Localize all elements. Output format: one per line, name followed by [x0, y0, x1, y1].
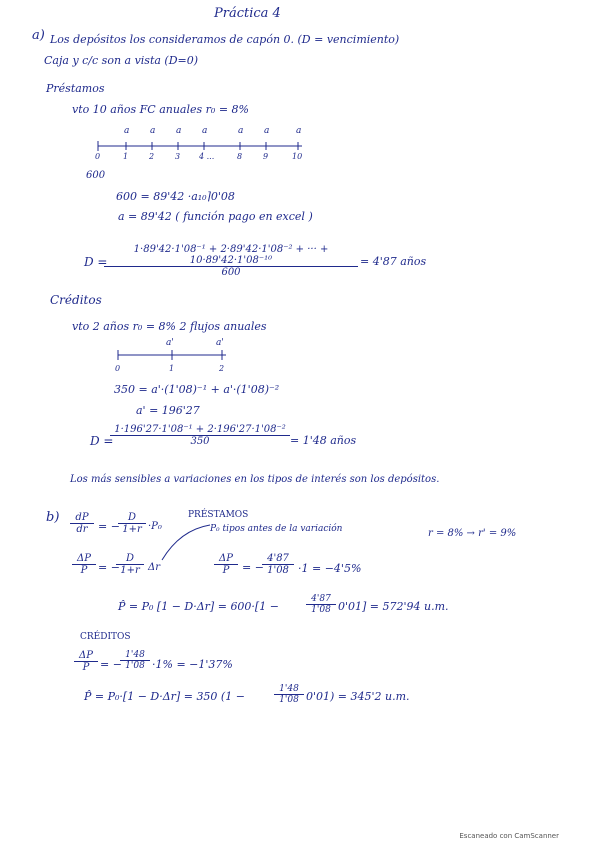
b-eq1-lhs-den: dr	[76, 524, 88, 535]
loan-eq1: 600 = 89'42 ·a₁₀⌉0'08	[116, 190, 235, 203]
b-eq3-mid: = −	[242, 561, 264, 574]
loan-duration-fraction	[104, 244, 358, 278]
b-eq5-lhs-num: ΔP	[74, 650, 98, 662]
b-eq6-frac-num: 1'48	[274, 684, 304, 695]
b-eq5-frac-num: 1'48	[120, 650, 150, 661]
section-a-label: a)	[32, 28, 45, 43]
b-eq4-tail: 0'01] = 572'94 u.m.	[338, 600, 449, 613]
loan-flow-label: a	[176, 126, 182, 136]
b-eq2-frac	[116, 553, 144, 576]
loans-terms: vto 10 años FC anuales r₀ = 8%	[72, 103, 249, 116]
b-eq1-lhs-num: dP	[70, 512, 94, 524]
loan-eq2: a = 89'42 ( función pago en excel )	[118, 210, 313, 223]
credit-duration-fraction	[110, 424, 290, 447]
b-eq3-lhs	[214, 553, 238, 576]
loan-flow-label: a	[202, 126, 208, 136]
loan-period-label: 2	[149, 152, 155, 161]
loan-duration-denominator: 600	[221, 267, 241, 278]
credit-flow-label: a'	[216, 338, 224, 348]
b-eq2-lhs	[72, 553, 96, 576]
loan-period-label: 3	[175, 152, 181, 161]
b-eq2-frac-num: D	[116, 553, 144, 565]
credit-eq2: a' = 196'27	[136, 404, 200, 417]
b-eq1-mid: = −	[98, 520, 120, 533]
b-eq6: P̂ = P₀·[1 − D·Δr] = 350 (1 −	[84, 690, 245, 703]
b-eq1-lhs	[70, 512, 94, 535]
loan-period-label: 1	[123, 152, 129, 161]
loan-flow-label: a	[264, 126, 270, 136]
credit-duration-result: = 1'48 años	[290, 434, 357, 447]
b-eq3-lhs-num: ΔP	[214, 553, 238, 565]
b-eq5-frac	[120, 650, 150, 671]
b-eq2-lhs-den: P	[80, 565, 88, 576]
b-eq3-lhs-den: P	[222, 565, 230, 576]
section-a-line1: Los depósitos los consideramos de capón 0. (D = vencimiento)	[50, 33, 400, 46]
b-eq2-mid: = −	[98, 561, 120, 574]
b-eq3-frac-den: 1'08	[267, 565, 289, 576]
credit-duration-numerator: 1·196'27·1'08⁻¹ + 2·196'27·1'08⁻²	[110, 424, 290, 436]
note-loans-title: PRÉSTAMOS	[188, 510, 249, 520]
loan-flow-label: a	[296, 126, 302, 136]
credit-period-label: 1	[169, 364, 175, 373]
b-eq2-frac-den: 1+r	[120, 565, 140, 576]
b-eq4-frac-den: 1'08	[311, 605, 331, 615]
b-eq1-frac-num: D	[118, 512, 146, 524]
loan-period-label: 9	[263, 152, 269, 161]
credits-heading: Créditos	[50, 293, 102, 307]
b-eq5-lhs	[74, 650, 98, 673]
b-eq2-lhs-num: ΔP	[72, 553, 96, 565]
loan-period-label: 0	[95, 152, 101, 161]
page-title: Práctica 4	[214, 6, 281, 21]
loan-period-label: 8	[237, 152, 243, 161]
b-eq1-frac	[118, 512, 146, 535]
b-eq5-tail: ·1% = −1'37%	[152, 658, 233, 671]
section-a-conclusion: Los más sensibles a variaciones en los tipos de interés son los depósitos.	[70, 474, 440, 485]
credit-period-label: 0	[115, 364, 121, 373]
loan-present-value: 600	[86, 170, 106, 181]
loan-duration-numerator: 1·89'42·1'08⁻¹ + 2·89'42·1'08⁻² + ··· + 10·89'42·1'08⁻¹⁰	[104, 244, 358, 267]
b-eq1-tail: ·P₀	[148, 521, 162, 532]
credit-duration-denominator: 350	[190, 436, 210, 447]
b-eq5-lhs-den: P	[82, 662, 90, 673]
credits-terms: vto 2 años r₀ = 8% 2 flujos anuales	[72, 320, 267, 333]
b-eq6-frac-den: 1'08	[279, 695, 299, 705]
note-arrow	[162, 525, 210, 560]
loan-flow-label: a	[150, 126, 156, 136]
b-eq6-tail: 0'01) = 345'2 u.m.	[306, 690, 410, 703]
scanner-footer: Escaneado con CamScanner	[459, 832, 559, 840]
b-eq5-frac-den: 1'08	[125, 661, 145, 671]
section-a-line2: Caja y c/c son a vista (D=0)	[44, 54, 199, 67]
b-eq4-frac-num: 4'87	[306, 594, 336, 605]
section-b-label: b)	[46, 510, 60, 525]
loan-period-label: 10	[292, 152, 303, 161]
b-eq4-frac	[306, 594, 336, 615]
b-eq4: P̂ = P₀ [1 − D·Δr] = 600·[1 −	[118, 600, 279, 613]
loan-duration-result: = 4'87 años	[360, 255, 427, 268]
b-eq1-frac-den: 1+r	[122, 524, 142, 535]
credits-heading-b: CRÉDITOS	[80, 632, 131, 642]
note-loans-sub: P₀ tipos antes de la variación	[210, 524, 343, 534]
credit-flow-label: a'	[166, 338, 174, 348]
loans-heading: Préstamos	[46, 82, 105, 95]
credit-eq1: 350 = a'·(1'08)⁻¹ + a'·(1'08)⁻²	[114, 383, 280, 396]
b-eq5-mid: = −	[100, 658, 122, 671]
credit-duration-label: D =	[90, 434, 114, 448]
loan-duration-label: D =	[84, 255, 108, 269]
b-eq3-tail: ·1 = −4'5%	[298, 562, 362, 575]
loan-period-label: 4 ...	[199, 152, 215, 161]
rate-change: r = 8% → r' = 9%	[428, 528, 517, 539]
b-eq6-frac	[274, 684, 304, 705]
b-eq3-frac-num: 4'87	[262, 553, 294, 565]
loan-flow-label: a	[238, 126, 244, 136]
b-eq3-frac	[262, 553, 294, 576]
loan-flow-label: a	[124, 126, 130, 136]
credit-period-label: 2	[219, 364, 225, 373]
b-eq2-tail: Δr	[148, 562, 161, 573]
